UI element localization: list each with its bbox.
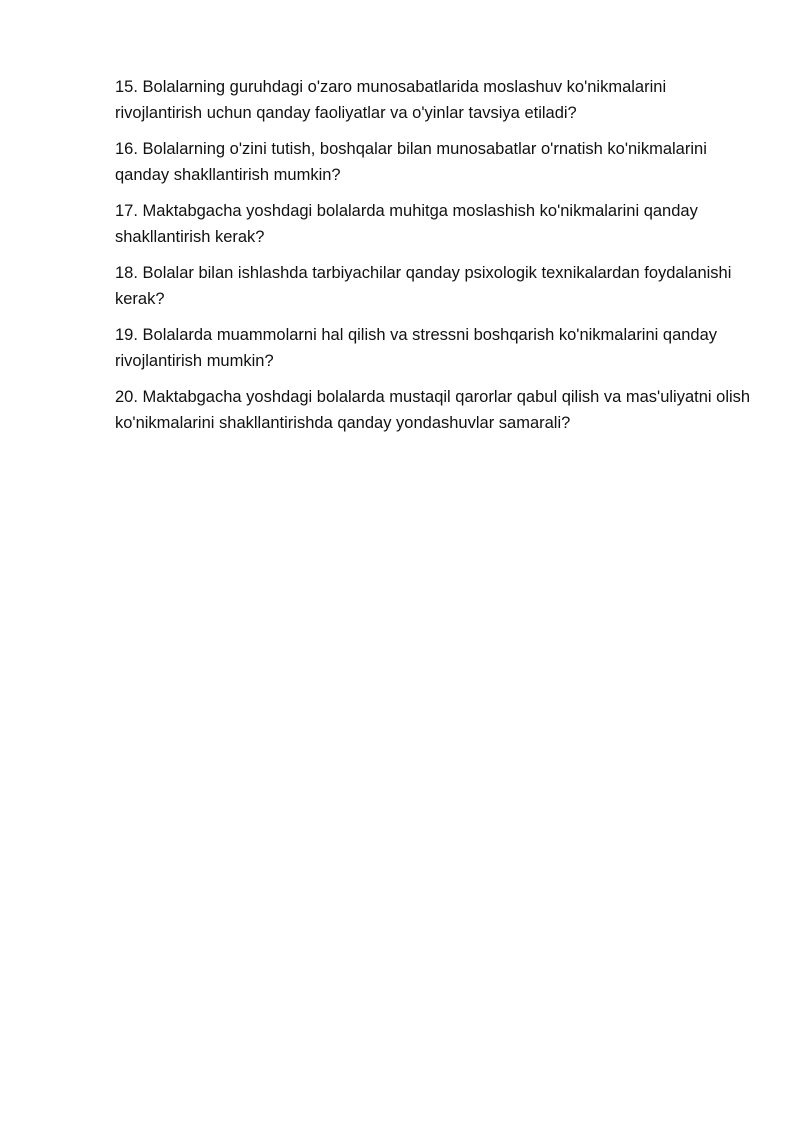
question-list (115, 74, 755, 446)
question-16: 16. Bolalarning o'zini tutish, boshqalar bilan munosabatlar o'rnatish ko'nikmalarini qanday shakllantirish mumkin? (115, 140, 707, 184)
question-18: 18. Bolalar bilan ishlashda tarbiyachilar qanday psixologik texnikalardan foydalanishi kerak? (115, 264, 732, 308)
question-20: 20. Maktabgacha yoshdagi bolalarda mustaqil qarorlar qabul qilish va mas'uliyatni olish ko'nikmalarini shakllantirishda qanday yondashuvlar samarali? (115, 388, 751, 432)
question-15: 15. Bolalarning guruhdagi o'zaro munosabatlarida moslashuv ko'nikmalarini rivojlantirish uchun qanday faoliyatlar va o'yinlar tavsiya etiladi? (115, 78, 667, 122)
question-17: 17. Maktabgacha yoshdagi bolalarda muhitga moslashish ko'nikmalarini qanday shakllantirish kerak? (115, 202, 698, 246)
question-19: 19. Bolalarda muammolarni hal qilish va stressni boshqarish ko'nikmalarini qanday rivojlantirish mumkin? (115, 326, 718, 370)
